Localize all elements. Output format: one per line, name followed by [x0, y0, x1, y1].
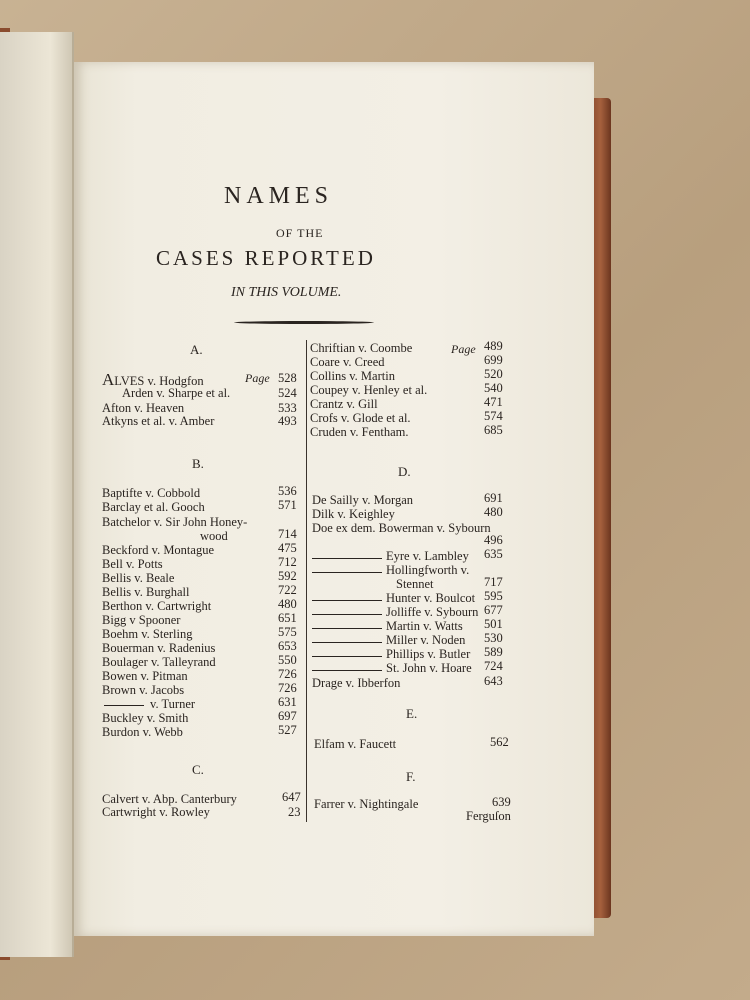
page-number: 643 [484, 674, 503, 688]
page-number: 527 [278, 723, 297, 737]
page-number: 480 [484, 505, 503, 519]
ditto-dash [312, 670, 382, 671]
page-number: 536 [278, 484, 297, 498]
page-number: 562 [490, 735, 509, 749]
list-item: Brown v. Jacobs [102, 683, 185, 697]
page-number: 571 [278, 498, 297, 512]
page-label-right: Page [451, 342, 476, 356]
subtitle-cases-reported: CASES REPORTED [156, 246, 376, 270]
page-number: 533 [278, 401, 297, 415]
list-item: Chriftian v. Coombe [310, 341, 413, 355]
ditto-dash [312, 600, 382, 601]
catchword: Ferguſon [466, 809, 511, 823]
page-number: 724 [484, 659, 503, 673]
ditto-dash [312, 628, 382, 629]
page-number: 699 [484, 353, 503, 367]
page-number: 677 [484, 603, 503, 617]
subtitle-in-this-volume: IN THIS VOLUME. [231, 285, 342, 300]
page-number: 592 [278, 569, 297, 583]
list-item: Bellis v. Burghall [102, 585, 190, 599]
list-item: Bigg v Spooner [102, 613, 181, 627]
ditto-dash [312, 558, 382, 559]
list-item: Drage v. Ibberfon [312, 676, 401, 690]
list-item: Stennet [396, 577, 434, 591]
list-item: Afton v. Heaven [102, 401, 185, 415]
page-number: 653 [278, 639, 297, 653]
list-item: Hunter v. Boulcot [386, 591, 476, 605]
page-number: 489 [484, 339, 503, 353]
list-item: ALVES v. Hodgfon [102, 370, 204, 389]
ditto-dash [104, 705, 144, 706]
list-item: Batchelor v. Sir John Honey- [102, 515, 248, 529]
page-number: 635 [484, 547, 503, 561]
page-number: 528 [278, 371, 297, 385]
section-letter-d: D. [398, 464, 411, 479]
page-number: 480 [278, 597, 297, 611]
page-number: 717 [484, 575, 503, 589]
list-item: Elfam v. Faucett [314, 737, 397, 751]
list-item: Boulager v. Talleyrand [102, 655, 216, 669]
left-page-edge [0, 32, 74, 957]
list-item: v. Turner [150, 697, 196, 711]
page-number: 471 [484, 395, 503, 409]
section-letter-c: C. [192, 762, 204, 777]
ditto-dash [312, 614, 382, 615]
list-item: Bouerman v. Radenius [102, 641, 216, 655]
list-item: Dilk v. Keighley [312, 507, 395, 521]
page-number: 540 [484, 381, 503, 395]
list-item: Buckley v. Smith [102, 711, 189, 725]
page-number: 496 [484, 533, 503, 547]
list-item: Beckford v. Montague [102, 543, 215, 557]
list-item: Jolliffe v. Sybourn [386, 605, 479, 619]
list-item: Bowen v. Pitman [102, 669, 188, 683]
page-number: 651 [278, 611, 297, 625]
ditto-dash [312, 572, 382, 573]
section-letter-b: B. [192, 456, 204, 471]
list-item: Bell v. Potts [102, 557, 163, 571]
list-item: Coare v. Creed [310, 355, 385, 369]
page-number: 23 [288, 805, 301, 819]
page-number: 550 [278, 653, 297, 667]
list-item: Coupey v. Henley et al. [310, 383, 428, 397]
page-number: 685 [484, 423, 503, 437]
list-item: Eyre v. Lambley [386, 549, 469, 563]
list-item: Crofs v. Glode et al. [310, 411, 411, 425]
page-number: 575 [278, 625, 297, 639]
list-item: St. John v. Hoare [386, 661, 472, 675]
list-item: Barclay et al. Gooch [102, 500, 205, 514]
page-number: 647 [282, 790, 301, 804]
section-letter-a: A. [190, 342, 203, 357]
list-item: Doe ex dem. Bowerman v. Sybourn [312, 521, 491, 535]
page-number: 714 [278, 527, 297, 541]
page-number: 595 [484, 589, 503, 603]
page-number: 639 [492, 795, 511, 809]
ditto-dash [312, 642, 382, 643]
page-number: 726 [278, 681, 297, 695]
page-number: 530 [484, 631, 503, 645]
section-letter-e: E. [406, 706, 418, 721]
list-item: Bellis v. Beale [102, 571, 175, 585]
list-item: Cruden v. Fentham. [310, 425, 409, 439]
list-item: Hollingfworth v. [386, 563, 470, 577]
page-number: 691 [484, 491, 503, 505]
list-item: wood [200, 529, 228, 543]
subtitle-of-the: OF THE [276, 226, 324, 240]
ornamental-rule [234, 321, 374, 324]
column-divider [306, 340, 307, 822]
list-item: Martin v. Watts [386, 619, 463, 633]
page-title: NAMES [224, 183, 334, 209]
page-number: 697 [278, 709, 297, 723]
list-item: Berthon v. Cartwright [102, 599, 212, 613]
list-item: Cartwright v. Rowley [102, 805, 210, 819]
page-number: 712 [278, 555, 297, 569]
page-number: 501 [484, 617, 503, 631]
page-number: 726 [278, 667, 297, 681]
page-number: 524 [278, 386, 297, 400]
list-item: Arden v. Sharpe et al. [122, 386, 231, 400]
page-number: 631 [278, 695, 297, 709]
list-item: Boehm v. Sterling [102, 627, 193, 641]
list-item: Miller v. Noden [386, 633, 466, 647]
list-item: Atkyns et al. v. Amber [102, 414, 215, 428]
list-item: Phillips v. Butler [386, 647, 471, 661]
page-number: 520 [484, 367, 503, 381]
page-number: 475 [278, 541, 297, 555]
page-number: 574 [484, 409, 503, 423]
list-item: Burdon v. Webb [102, 725, 183, 739]
list-item: Farrer v. Nightingale [314, 797, 419, 811]
page-number: 589 [484, 645, 503, 659]
list-item: De Sailly v. Morgan [312, 493, 414, 507]
list-item: Baptifte v. Cobbold [102, 486, 201, 500]
page-number: 493 [278, 414, 297, 428]
page-label-left: Page [245, 371, 270, 385]
ditto-dash [312, 656, 382, 657]
list-item: Collins v. Martin [310, 369, 395, 383]
list-item: Crantz v. Gill [310, 397, 378, 411]
page-number: 722 [278, 583, 297, 597]
list-item: Calvert v. Abp. Canterbury [102, 792, 237, 806]
section-letter-f: F. [406, 769, 416, 784]
